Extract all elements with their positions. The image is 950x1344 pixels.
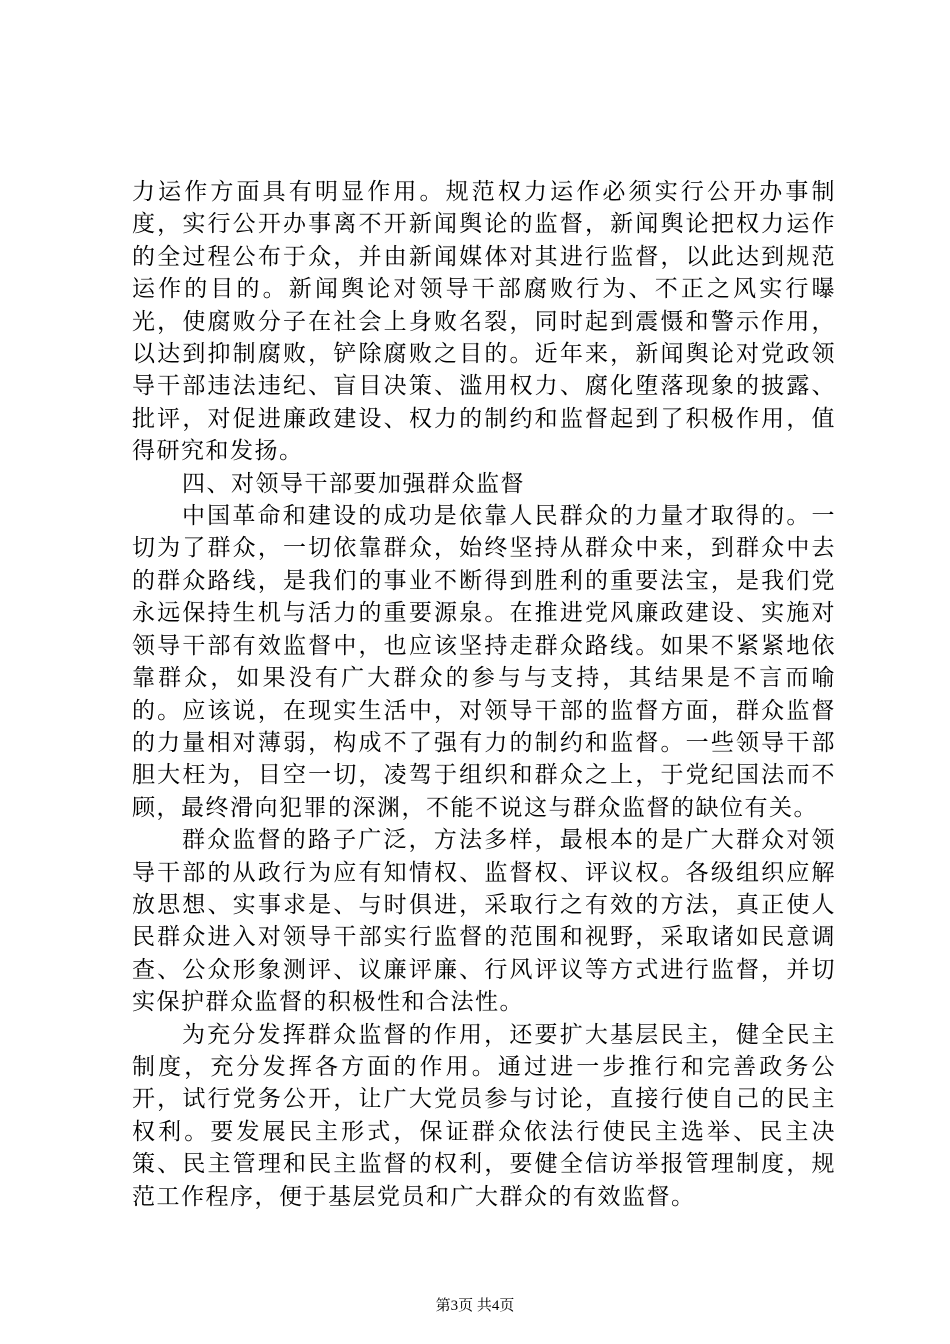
paragraph: 中国革命和建设的成功是依靠人民群众的力量才取得的。一切为了群众，一切依靠群众，始终坚持从群众中来，到群众中去的群众路线，是我们的事业不断得到胜利的重要法宝，是我们党永远保持生机与活力的重要源泉。在推进党风廉政建设、实施对领导干部有效监督中，也应该坚持走群众路线。如果不紧紧地依靠群众，如果没有广大群众的参与与支持，其结果是不言而喻的。应该说，在现实生活中，对领导干部的监督方面，群众监督的力量相对薄弱，构成不了强有力的制约和监督。一些领导干部胆大枉为，目空一切，凌驾于组织和群众之上，于党纪国法而不顾，最终滑向犯罪的深渊，不能不说这与群众监督的缺位有关。	[132, 503, 836, 821]
section-heading: 四、对领导干部要加强群众监督	[182, 470, 525, 497]
paragraph: 群众监督的路子广泛，方法多样，最根本的是广大群众对领导干部的从政行为应有知情权、监督权、评议权。各级组织应解放思想、实事求是、与时俱进，采取行之有效的方法，真正使人民群众进入对领导干部实行监督的范围和视野，采取诸如民意调查、公众形象测评、议廉评廉、行风评议等方式进行监督，并切实保护群众监督的积极性和合法性。	[132, 827, 836, 1016]
paragraph: 为充分发挥群众监督的作用，还要扩大基层民主，健全民主制度，充分发挥各方面的作用。通过进一步推行和完善政务公开，试行党务公开，让广大党员参与讨论，直接行使自己的民主权利。要发展民主形式，保证群众依法行使民主选举、民主决策、民主管理和民主监督的权利，要健全信访举报管理制度，规范工作程序，便于基层党员和广大群众的有效监督。	[132, 1021, 836, 1210]
page-number-footer: 第3页 共4页	[435, 1298, 515, 1314]
document-body	[132, 176, 836, 1213]
paragraph-continued: 力运作方面具有明显作用。规范权力运作必须实行公开办事制度，实行公开办事离不开新闻舆论的监督，新闻舆论把权力运作的全过程公布于众，并由新闻媒体对其进行监督，以此达到规范运作的目的。新闻舆论对领导干部腐败行为、不正之风实行曝光，使腐败分子在社会上身败名裂，同时起到震慑和警示作用，以达到抑制腐败，铲除腐败之目的。近年来，新闻舆论对党政领导干部违法违纪、盲目决策、滥用权力、腐化堕落现象的披露、批评，对促进廉政建设、权力的制约和监督起到了积极作用，值得研究和发扬。	[132, 179, 836, 465]
